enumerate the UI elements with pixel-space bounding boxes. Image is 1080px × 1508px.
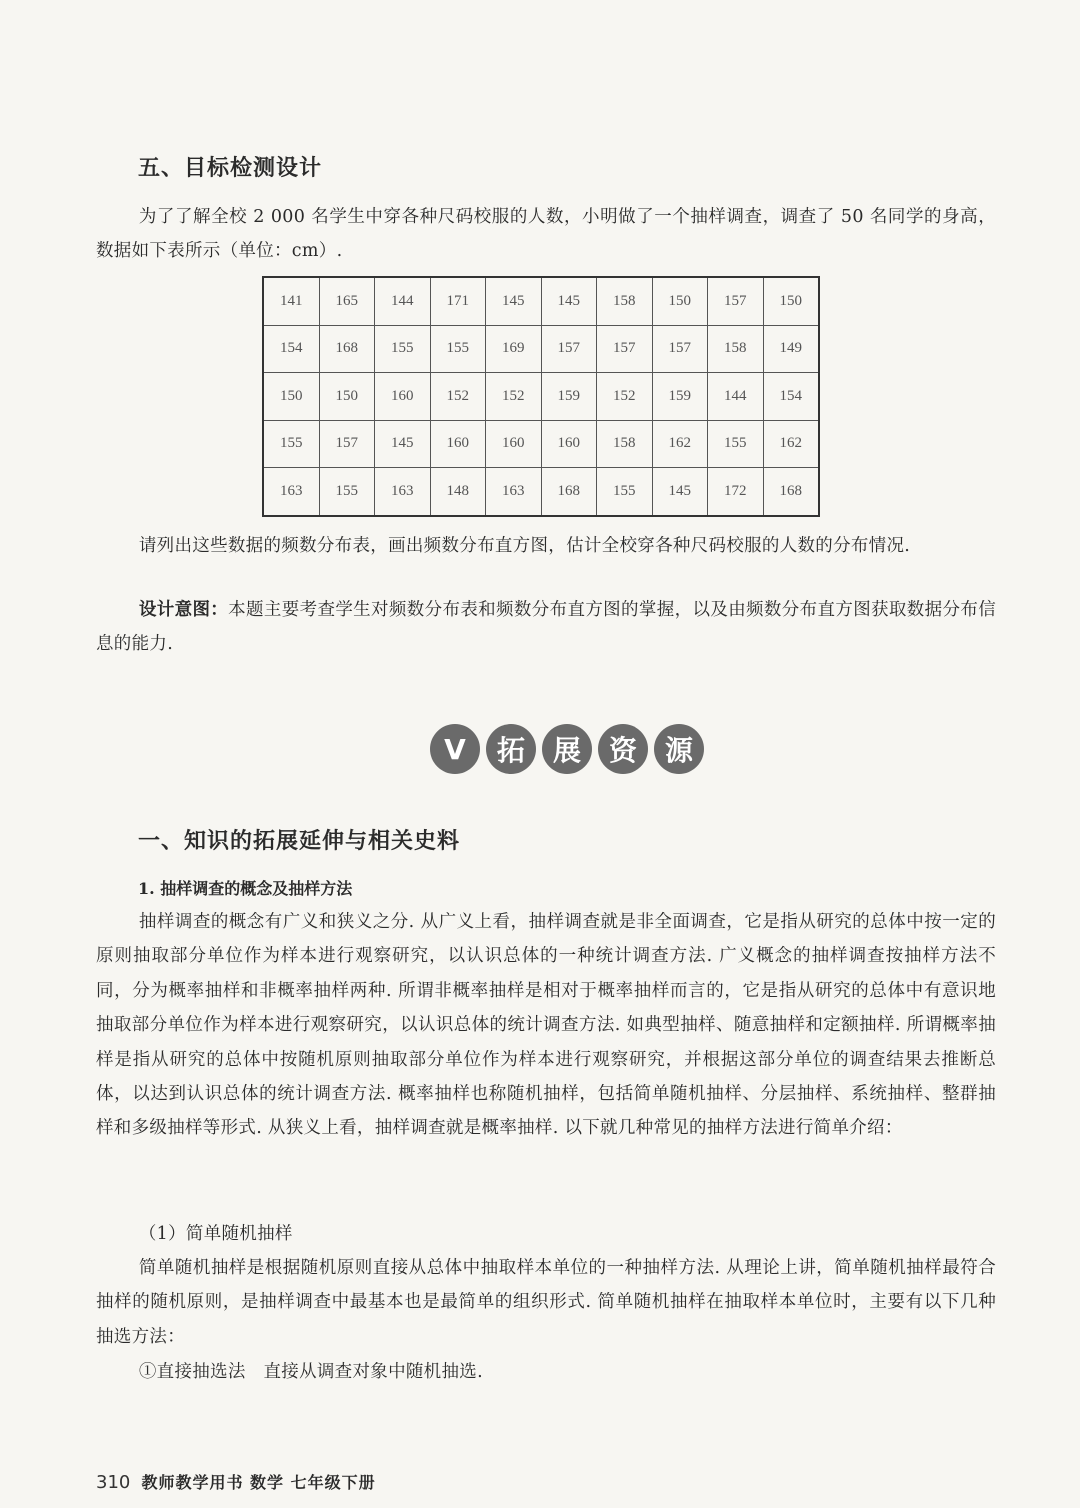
table-cell: 145 bbox=[486, 277, 542, 325]
table-cell: 157 bbox=[597, 325, 653, 373]
table-cell: 163 bbox=[375, 468, 431, 516]
table-cell: 158 bbox=[597, 277, 653, 325]
design-intent-text: 本题主要考查学生对频数分布表和频数分布直方图的掌握，以及由频数分布直方图获取数据分布信息的能力. bbox=[96, 600, 996, 655]
simple-random-paragraph: 简单随机抽样是根据随机原则直接从总体中抽取样本单位的一种抽样方法. 从理论上讲，简单随机抽样最符合抽样的随机原则，是抽样调查中最基本也是最简单的组织形式. 简单随机抽样在抽取样本单位时，主要有以下几种抽选方法： bbox=[96, 1258, 996, 1347]
direct-selection-method: ①直接抽选法 直接从调查对象中随机抽选. bbox=[138, 1362, 483, 1382]
table-cell: 160 bbox=[375, 373, 431, 421]
table-cell: 159 bbox=[541, 373, 597, 421]
table-cell: 160 bbox=[430, 420, 486, 468]
table-cell: 155 bbox=[430, 325, 486, 373]
table-cell: 168 bbox=[763, 468, 819, 516]
table-cell: 165 bbox=[319, 277, 375, 325]
page-footer bbox=[96, 1470, 376, 1493]
table-cell: 160 bbox=[486, 420, 542, 468]
table-cell: 157 bbox=[652, 325, 708, 373]
table-cell: 155 bbox=[375, 325, 431, 373]
table-cell: 152 bbox=[597, 373, 653, 421]
table-cell: 159 bbox=[652, 373, 708, 421]
table-cell: 145 bbox=[541, 277, 597, 325]
table-cell: 145 bbox=[652, 468, 708, 516]
table-cell: 158 bbox=[708, 325, 764, 373]
simple-random-heading: （1）简单随机抽样 bbox=[138, 1224, 293, 1244]
table-cell: 154 bbox=[763, 373, 819, 421]
subsection-title: 1. 抽样调查的概念及抽样方法 bbox=[138, 879, 353, 898]
table-cell: 144 bbox=[375, 277, 431, 325]
banner-char: 展 bbox=[542, 724, 592, 774]
table-row bbox=[263, 420, 819, 468]
table-cell: 172 bbox=[708, 468, 764, 516]
table-row bbox=[263, 277, 819, 325]
banner-char: V bbox=[430, 724, 480, 774]
table-cell: 144 bbox=[708, 373, 764, 421]
table-cell: 145 bbox=[375, 420, 431, 468]
section-five-title: 五、目标检测设计 bbox=[138, 156, 323, 181]
table-cell: 168 bbox=[319, 325, 375, 373]
table-cell: 155 bbox=[597, 468, 653, 516]
sampling-concept-paragraph: 抽样调查的概念有广义和狭义之分. 从广义上看，抽样调查就是非全面调查，它是指从研究的总体中按一定的原则抽取部分单位作为样本进行观察研究，以认识总体的一种统计调查方法. 广义概念的抽样调查按抽样方法不同，分为概率抽样和非概率抽样两种. 所谓非概率抽样是相对于概率抽样而言的，它是指从研究的总体中有意识地抽取部分单位作为样本进行观察研究，以认识总体的统计调查方法. 如典型抽样、随意抽样和定额抽样. 所谓概率抽样是指从研究的总体中按随机原则抽取部分单位作为样本进行观察研究，并根据这部分单位的调查结果去推断总体，以达到认识总体的统计调查方法. 概率抽样也称随机抽样，包括简单随机抽样、分层抽样、系统抽样、整群抽样和多级抽样等形式. 从狭义上看，抽样调查就是概率抽样. 以下就几种常见的抽样方法进行简单介绍： bbox=[96, 912, 996, 1139]
design-intent-label: 设计意图： bbox=[138, 600, 229, 620]
table-cell: 162 bbox=[763, 420, 819, 468]
table-cell: 157 bbox=[541, 325, 597, 373]
table-cell: 152 bbox=[430, 373, 486, 421]
table-cell: 155 bbox=[263, 420, 319, 468]
book-title: 教师教学用书 数学 七年级下册 bbox=[141, 1473, 376, 1492]
table-cell: 155 bbox=[319, 468, 375, 516]
table-cell: 150 bbox=[763, 277, 819, 325]
table-cell: 157 bbox=[319, 420, 375, 468]
table-cell: 158 bbox=[597, 420, 653, 468]
section-one-title: 一、知识的拓展延伸与相关史料 bbox=[138, 829, 461, 854]
table-cell: 150 bbox=[652, 277, 708, 325]
page-number: 310 bbox=[96, 1472, 131, 1493]
survey-intro: 为了了解全校 2 000 名学生中穿各种尺码校服的人数，小明做了一个抽样调查，调查了 50 名同学的身高，数据如下表所示（单位：cm）. bbox=[96, 207, 996, 262]
table-row bbox=[263, 373, 819, 421]
table-cell: 148 bbox=[430, 468, 486, 516]
survey-question: 请列出这些数据的频数分布表，画出频数分布直方图，估计全校穿各种尺码校服的人数的分布情况. bbox=[138, 536, 911, 556]
table-row bbox=[263, 325, 819, 373]
table-row bbox=[263, 468, 819, 516]
table-cell: 152 bbox=[486, 373, 542, 421]
banner-char: 源 bbox=[654, 724, 704, 774]
table-cell: 171 bbox=[430, 277, 486, 325]
table-cell: 169 bbox=[486, 325, 542, 373]
height-data-table bbox=[262, 276, 820, 517]
banner-char: 拓 bbox=[486, 724, 536, 774]
table-cell: 150 bbox=[319, 373, 375, 421]
banner-char: 资 bbox=[598, 724, 648, 774]
table-cell: 168 bbox=[541, 468, 597, 516]
table-cell: 162 bbox=[652, 420, 708, 468]
design-intent bbox=[96, 593, 996, 662]
table-cell: 155 bbox=[708, 420, 764, 468]
table-cell: 150 bbox=[263, 373, 319, 421]
table-cell: 149 bbox=[763, 325, 819, 373]
table-cell: 141 bbox=[263, 277, 319, 325]
extended-resources-banner bbox=[430, 724, 704, 774]
table-cell: 163 bbox=[263, 468, 319, 516]
table-cell: 160 bbox=[541, 420, 597, 468]
table-cell: 163 bbox=[486, 468, 542, 516]
table-cell: 154 bbox=[263, 325, 319, 373]
table-cell: 157 bbox=[708, 277, 764, 325]
